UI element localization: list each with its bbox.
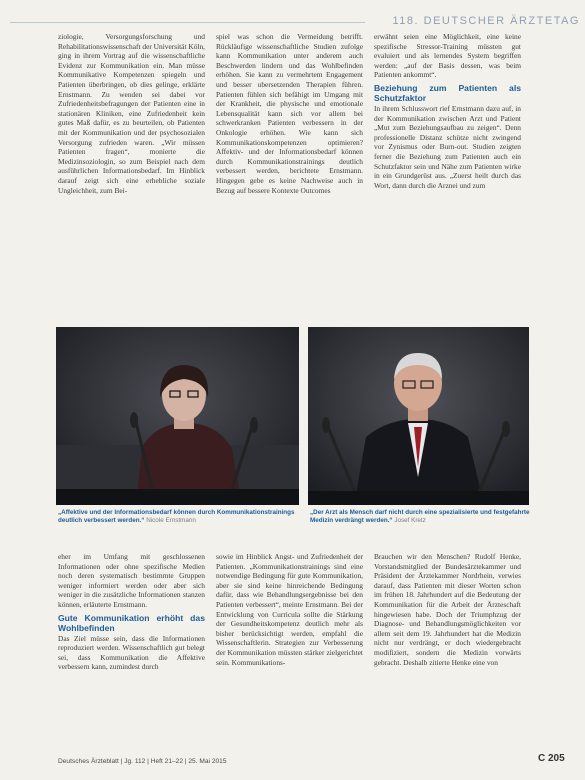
paragraph: ziologie, Versorgungsforschung und Rehabilitationswissenschaft der Universität Köln, ging in ihrem Vortrag auf die wissenschaftliche Evidenz zur Kommunikation ein. Man müsse Kommunikative Kompetenzen spiegeln und Patienten überbringen, ob dies gelinge, erklärte Ernstmann. Zu wenden sei dabei vor Zufriedenheitsbefragungen der Patienten eine in stationären Kliniken, eine Zufriedenheit kein gutes Maß dafür, es zu beurteilen, ob Patienten mit der Kommunikation und der psychosozialen Versorgung zufrieden waren. „Wir müssen Patienten fragen“, monierte die Medizinsoziologin, so zum Beispiel nach dem ausführlichen Informationsbedarf. Im Hinblick darauf zeigt sich eine erhebliche soziale Ungleichheit, zum Bei- bbox=[58, 32, 205, 195]
bottom-column-3 bbox=[374, 552, 521, 750]
section-heading: Gute Kommunikation erhöht das Wohlbefinden bbox=[58, 612, 205, 633]
paragraph: Das Ziel müsse sein, dass die Informationen reproduziert werden. Wissenschaftlich gut belegt sei, dass Kommunikation die Affektive verbessern kann, zumindest durch bbox=[58, 633, 205, 672]
top-column-3 bbox=[374, 32, 521, 317]
photo-speaker-left bbox=[56, 327, 299, 505]
running-header bbox=[0, 15, 585, 29]
paragraph: Brauchen wir den Menschen? Rudolf Henke, Vorstandsmitglied der Bundesärztekammer und Präsident der Ärztekammer Nordrhein, verwies darauf, dass Patienten mit dieser Worten schon im frühen 18. Jahrhundert auf die Bedeutung der Kommunikation für die Arbeit der Ärzteschaft hingewiesen habe. Doch der Triumphzug der Diagnose- und Behandlungsmöglichkeiten vor allem seit dem 19. Jahrhundert hat die Medizin nicht nur verdrängt, er doch wiedergebracht modifiziert, sondern die Medizin vorwärts gebracht. Deshalb zitierte Henke eine von bbox=[374, 552, 521, 667]
paragraph: eher im Umfang mit geschlossenen Informationen oder ohne spezifische Medien noch deren systematisch bestimmte Gruppen weniger informiert werden oder aber sich weniger in die zusätzliche Informationen stanzen können, erläuterte Ernstmann. bbox=[58, 552, 205, 609]
bottom-column-2 bbox=[216, 552, 363, 750]
paragraph: In ihrem Schlusswort rief Ernstmann dazu auf, in der Kommunikation zwischen Arzt und Patient „Mut zum Beziehungsaufbau zu zeigen“. Denn professionelle Distanz schütze nicht zwingend vor Zynismus oder Burn-out. Studien zeigten ferner die Beziehung zum Patienten auch ein Schutzfaktor sein und Nähe zum Patienten wirke in ein Grundgerüst aus. „Zuerst heilt durch das Wort, dann durch die Arznei und zum bbox=[374, 103, 521, 190]
top-column-2 bbox=[216, 32, 363, 317]
caption-text: „Der Arzt als Mensch darf nicht durch eine spezialisierte und festgefahrte Medizin verdrängt werden.“ bbox=[310, 509, 530, 524]
header-rule bbox=[10, 22, 365, 23]
photo-speaker-right-image bbox=[308, 327, 529, 505]
page-footer: Deutsches Ärzteblatt | Jg. 112 | Heft 21–22 | 25. Mai 2015 bbox=[58, 758, 227, 765]
photo-caption-right bbox=[310, 509, 530, 525]
caption-text: „Affektive und der Informationsbedarf können durch Kommunikationstrainings deutlich verbessert werden.“ bbox=[58, 509, 295, 524]
paragraph: spiel was schon die Vermeidung betrifft. Rückläufige wissenschaftliche Studien zufolge kann Kommunikation unter anderem auch Beschwerden lindern und das Wohlbefinden erhöhen. Sie kann zu vermehrtem Engagement und besser ubersetzenden Therapien führen. Patienten fühlen sich befähigt im Umgang mit der Krankheit, die physische und emotionale Lebensqualität kann sich vor allem bei schwerkranken Patienten verbessern in der Onkologie erhöhen. Wie kann sich Kommunikationskompetenzen optimieren? Affektiv- und der Informationsbedarf können durch Kommunikationstrainings deutlich verbessert werden, berichtete Ernstmann. Hingegen gebe es keine Nachweise auch in Bezug auf bessere Kontexte Outcomes bbox=[216, 32, 363, 195]
caption-credit: Nicole Ernstmann bbox=[146, 517, 196, 524]
header-title: 118. DEUTSCHER ÄRZTETAG bbox=[392, 15, 580, 27]
bottom-column-1 bbox=[58, 552, 205, 750]
top-column-1 bbox=[58, 32, 205, 317]
photo-caption-left bbox=[58, 509, 298, 525]
caption-credit: Josef Kretz bbox=[394, 517, 426, 524]
page-number: C 205 bbox=[538, 753, 565, 764]
photo-speaker-right bbox=[308, 327, 529, 505]
paragraph: sowie im Hinblick Angst- und Zufriedenheit der Patienten. „Kommunikationstrainings sind eine notwendige Bedingung für gute Kommunikation, aber sie sind keine hinreichende Bedingung dafür, dass wie Behandlungsergebnisse bei den Patienten verbessert“, meinte Ernstmann. Bei der Entwicklung von Curricula sollte die Stärkung der Gesundheitskompetenz deutlich mehr als bisher berücksichtigt werden, empfahl die Wissenschaftlerin. Strategien zur Verbesserung der Kommunikation müssten stärker zielgerichtet sein. Kommunikations- bbox=[216, 552, 363, 667]
section-heading: Beziehung zum Patienten als Schutzfaktor bbox=[374, 82, 521, 103]
paragraph: erwähnt seien eine Möglichkeit, eine keine spezifische Stressor-Training müssten gut evaluiert und als lernendes System begriffen werden: „auf der Basis dessen, was beim Patienten ankommt“. bbox=[374, 32, 521, 80]
photo-speaker-left-image bbox=[56, 327, 299, 505]
